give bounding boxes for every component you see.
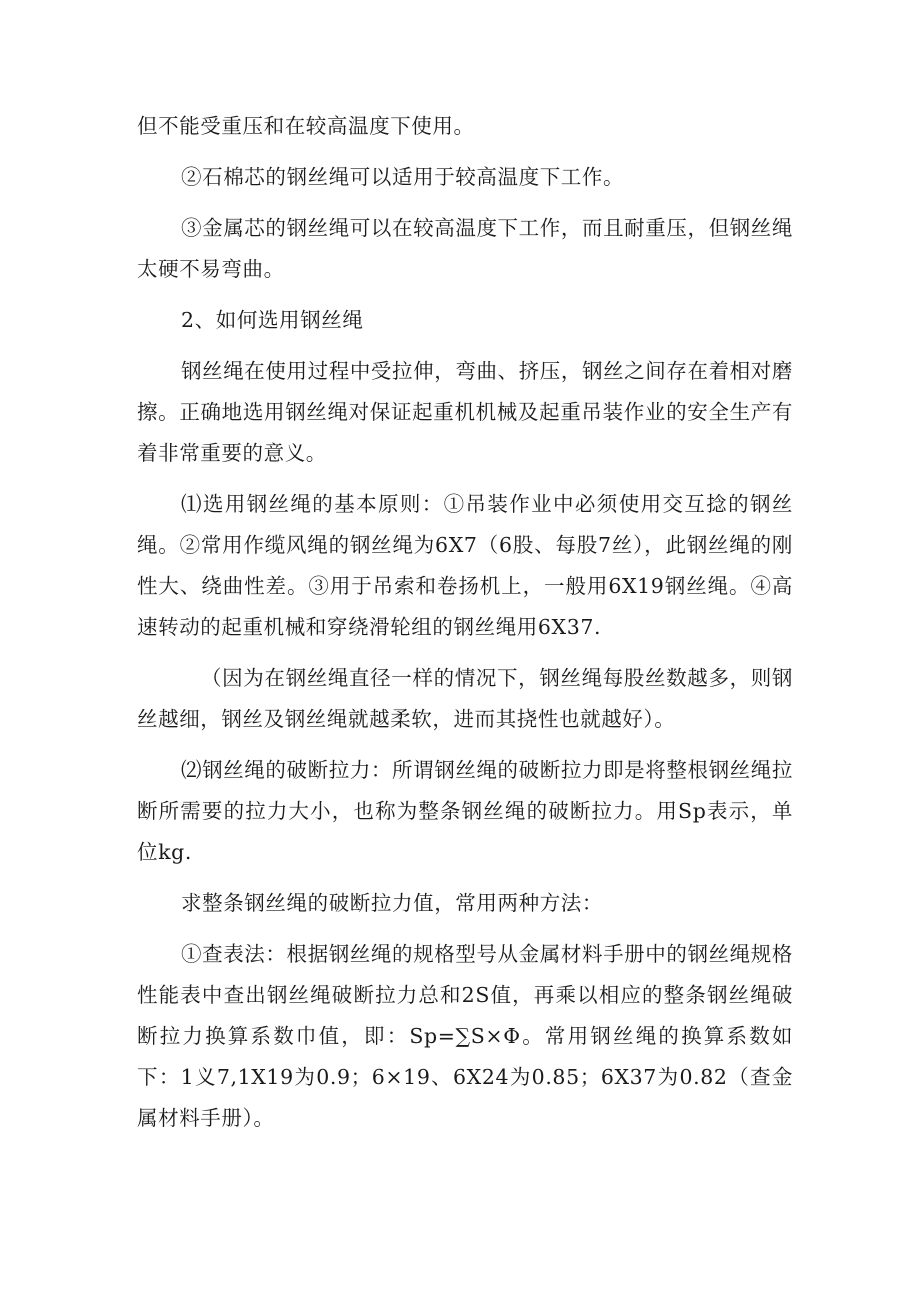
paragraph-continuation: 但不能受重压和在较高温度下使用。 [137,114,475,138]
paragraph-methods-intro: 求整条钢丝绳的破断拉力值，常用两种方法： [181,891,603,915]
paragraph-asbestos-core: ②石棉芯的钢丝绳可以适用于较高温度下工作。 [181,165,625,189]
paragraph-metal-core: ③金属芯的钢丝绳可以在较高温度下工作，而且耐重压，但钢丝绳太硬不易弯曲。 [137,216,793,281]
section-heading-select-rope: 2、如何选用钢丝绳 [181,308,364,332]
paragraph-breaking-force: ⑵钢丝绳的破断拉力：所谓钢丝绳的破断拉力即是将整根钢丝绳拉断所需要的拉力大小，也称为整条钢丝绳的破断拉力。用Sp表示，单位kg. [137,758,793,864]
document-body [137,106,793,1139]
paragraph-basic-principles: ⑴选用钢丝绳的基本原则：①吊装作业中必须使用交互捻的钢丝绳。②常用作缆风绳的钢丝绳为6X7（6股、每股7丝），此钢丝绳的刚性大、绕曲性差。③用于吊索和卷扬机上，一般用6X19钢丝绳。④高速转动的起重机械和穿绕滑轮组的钢丝绳用6X37. [137,492,793,639]
paragraph-explanation: （因为在钢丝绳直径一样的情况下，钢丝绳每股丝数越多，则钢丝越细，钢丝及钢丝绳就越柔软，进而其挠性也就越好）。 [137,666,793,731]
paragraph-table-method: ①查表法：根据钢丝绳的规格型号从金属材料手册中的钢丝绳规格性能表中查出钢丝绳破断拉力总和2S值，再乘以相应的整条钢丝绳破断拉力换算系数巾值，即：Sp=∑S×Φ。常用钢丝绳的换算系数如下：1义7,1X19为0.9；6×19、6X24为0.85；6X37为0.82（查金属材料手册）。 [137,942,793,1130]
paragraph-usage-intro: 钢丝绳在使用过程中受拉伸，弯曲、挤压，钢丝之间存在着相对磨擦。正确地选用钢丝绳对保证起重机机械及起重吊装作业的安全生产有着非常重要的意义。 [137,359,793,465]
